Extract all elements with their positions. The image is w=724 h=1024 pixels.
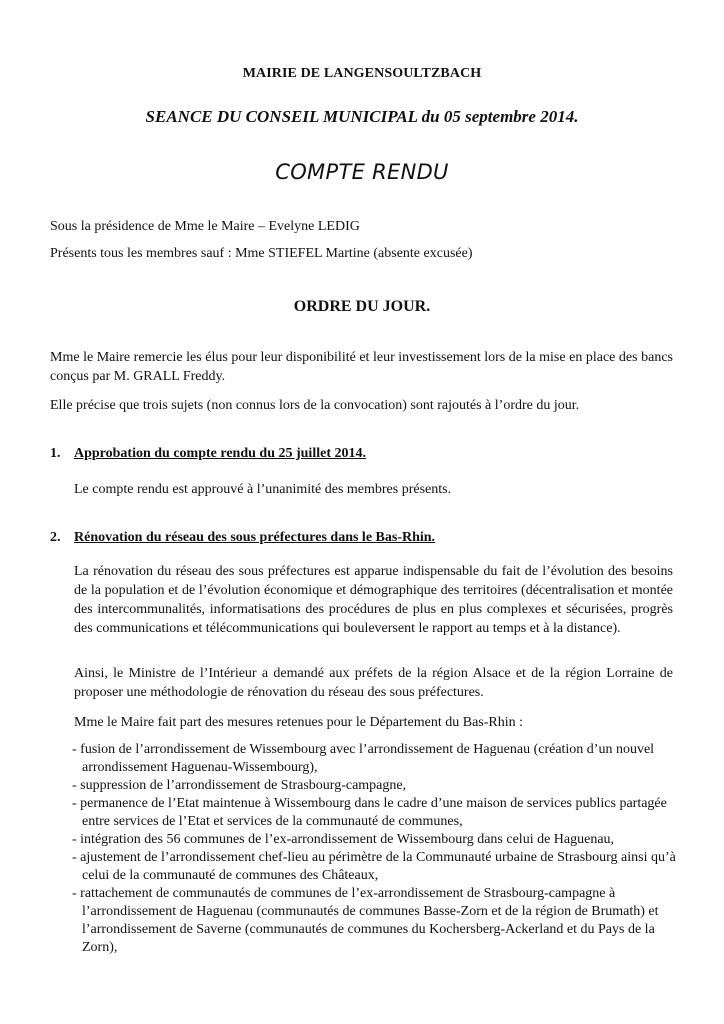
list-item: - intégration des 56 communes de l’ex-arrondissement de Wissembourg dans celui de Haguenau, xyxy=(72,832,615,847)
intro-paragraph-2: Elle précise que trois sujets (non connus lors de la convocation) sont rajoutés à l’ordre du jour. xyxy=(50,398,580,413)
intro-paragraph-1: Mme le Maire remercie les élus pour leur disponibilité et leur investissement lors de la mise en place des bancs conçus par M. GRALL Freddy. xyxy=(50,350,673,384)
section-2-paragraph-3: Mme le Maire fait part des mesures retenues pour le Département du Bas-Rhin : xyxy=(74,715,524,730)
list-item: - fusion de l’arrondissement de Wissembourg avec l’arrondissement de Haguenau (création d’un nouvel arrondissement Haguenau-Wissembourg), xyxy=(72,742,655,775)
mairie-header: MAIRIE DE LANGENSOULTZBACH xyxy=(242,66,482,81)
section-2-paragraph-1: La rénovation du réseau des sous préfectures est apparue indispensable du fait de l’évolution des besoins de la population et de l’évolution économique et démographique des territoires (décentralisation et montée des intercommunalités, informatisations des procédures de plus en plus complexes et sécurisées, progrès des communications et télécommunications qui bouleversent le rapport au temps et à la distance). xyxy=(74,564,673,636)
presents-line: Présents tous les membres sauf : Mme STIEFEL Martine (absente excusée) xyxy=(50,246,473,261)
section-1-title: Approbation du compte rendu du 25 juillet 2014. xyxy=(74,446,366,461)
list-item: - ajustement de l’arrondissement chef-lieu au périmètre de la Communauté urbaine de Strasbourg ainsi qu’à celui de la communauté de communes des Châteaux, xyxy=(72,850,676,883)
ordre-du-jour-heading: ORDRE DU JOUR. xyxy=(293,298,431,315)
compte-rendu-title: COMPTE RENDU xyxy=(275,160,449,184)
measures-list xyxy=(72,741,682,957)
section-2-title: Rénovation du réseau des sous préfectures dans le Bas-Rhin. xyxy=(74,530,436,545)
seance-title: SEANCE DU CONSEIL MUNICIPAL du 05 septembre 2014. xyxy=(145,107,579,126)
section-1-number: 1. xyxy=(50,446,61,461)
section-2-paragraph-2: Ainsi, le Ministre de l’Intérieur a demandé aux préfets de la région Alsace et de la région Lorraine de proposer une méthodologie de rénovation du réseau des sous préfectures. xyxy=(74,666,673,700)
section-1-text: Le compte rendu est approuvé à l’unanimité des membres présents. xyxy=(74,482,452,497)
list-item: - rattachement de communautés de communes de l’ex-arrondissement de Strasbourg-campagne à l’arrondissement de Haguenau (communautés de communes Basse-Zorn et de la région de Brumath) et l’arrondissement de Saverne (communautés de communes du Kochersberg-Ackerland et du Pays de la Zorn), xyxy=(72,886,659,955)
list-item: - suppression de l’arrondissement de Strasbourg-campagne, xyxy=(72,778,407,793)
presidence-line: Sous la présidence de Mme le Maire – Evelyne LEDIG xyxy=(50,219,360,234)
list-item: - permanence de l’Etat maintenue à Wissembourg dans le cadre d’une maison de services publics partagée entre services de l’Etat et services de la communauté de communes, xyxy=(72,796,667,829)
section-2-number: 2. xyxy=(50,530,61,545)
